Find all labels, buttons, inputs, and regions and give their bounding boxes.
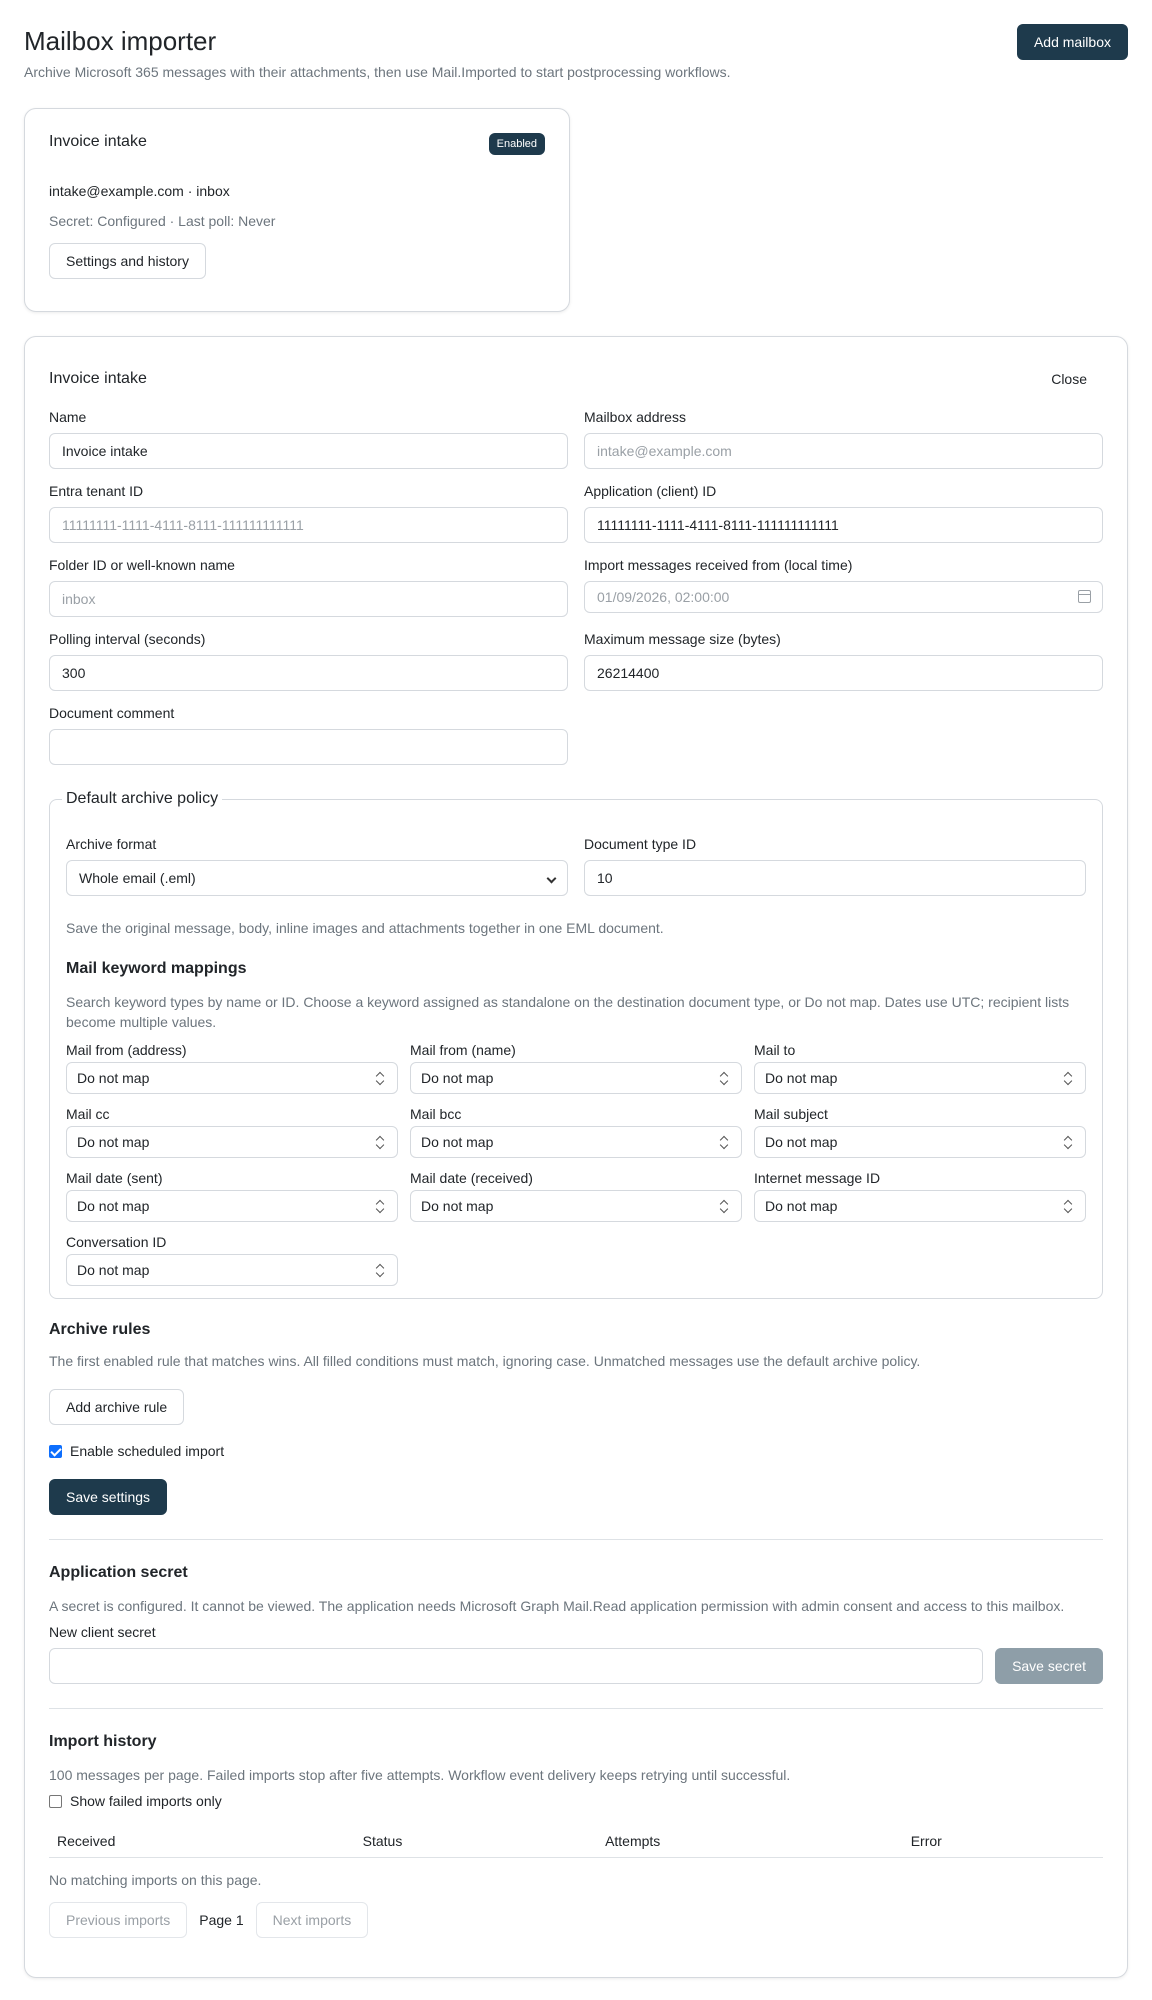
mapping-internet-message-id [754, 1170, 1086, 1222]
mailbox-address-label: Mailbox address [584, 409, 686, 425]
mapping-mail-date-received [410, 1170, 742, 1222]
mapping-label: Mail from (name) [410, 1042, 516, 1058]
mapping-mail-date-sent [66, 1170, 398, 1222]
page-title: Mailbox importer [24, 26, 217, 56]
mapping-select-value: Do not map [765, 1070, 838, 1086]
save-settings-button[interactable]: Save settings [49, 1479, 167, 1515]
status-badge: Enabled [489, 133, 545, 155]
previous-imports-button[interactable]: Previous imports [49, 1902, 187, 1938]
mapping-label: Mail from (address) [66, 1042, 187, 1058]
mapping-select[interactable] [66, 1062, 398, 1094]
comment-field-group [49, 705, 568, 765]
name-label: Name [49, 409, 87, 425]
mapping-label: Mail cc [66, 1106, 110, 1122]
mapping-select-value: Do not map [421, 1070, 494, 1086]
up-down-chevron-icon [1063, 1200, 1073, 1213]
scheduled-import-label: Enable scheduled import [70, 1443, 225, 1459]
column-attempts: Attempts [597, 1825, 903, 1858]
close-button[interactable]: Close [1035, 361, 1103, 397]
mapping-select[interactable] [754, 1126, 1086, 1158]
mailbox-meta-line: Secret: Configured · Last poll: Never [49, 213, 276, 229]
next-imports-button[interactable]: Next imports [256, 1902, 369, 1938]
max-size-field-group [584, 631, 1103, 691]
scheduled-import-row [49, 1443, 1103, 1459]
import-history-table [49, 1825, 1103, 1858]
document-comment-input[interactable] [49, 729, 568, 765]
mail-keyword-mappings-help: Search keyword types by name or ID. Choose a keyword assigned as standalone on the destination document type, or Do not map. Dates use UTC; recipient lists become multiple values. [66, 994, 1070, 1030]
mail-keyword-mappings-title: Mail keyword mappings [66, 960, 247, 977]
mailbox-address-input[interactable] [584, 433, 1103, 469]
mapping-select[interactable] [410, 1126, 742, 1158]
default-archive-policy [49, 790, 1103, 1299]
mapping-label: Mail date (received) [410, 1170, 533, 1186]
folder-input[interactable] [49, 581, 568, 617]
new-client-secret-input[interactable] [49, 1648, 983, 1684]
mapping-mail-to [754, 1042, 1086, 1094]
policy-grid [66, 836, 1086, 910]
client-id-label: Application (client) ID [584, 483, 717, 499]
mapping-label: Mail to [754, 1042, 796, 1058]
import-history-title: Import history [49, 1733, 157, 1750]
up-down-chevron-icon [1063, 1072, 1073, 1085]
document-type-group [584, 836, 1086, 896]
new-client-secret-label: New client secret [49, 1624, 156, 1640]
history-pager [49, 1902, 1103, 1938]
mapping-select[interactable] [754, 1062, 1086, 1094]
chevron-down-icon [547, 874, 557, 884]
panel-title: Invoice intake [49, 370, 147, 387]
archive-rules-title: Archive rules [49, 1321, 151, 1338]
mapping-conversation-id [66, 1234, 398, 1286]
up-down-chevron-icon [375, 1072, 385, 1085]
mapping-select-value: Do not map [421, 1134, 494, 1150]
mapping-select[interactable] [410, 1062, 742, 1094]
max-size-input[interactable] [584, 655, 1103, 691]
mailbox-summary-title: Invoice intake [49, 133, 147, 150]
failed-only-checkbox[interactable] [49, 1795, 62, 1808]
up-down-chevron-icon [719, 1136, 729, 1149]
mapping-mail-from-address [66, 1042, 398, 1094]
mapping-select-value: Do not map [77, 1070, 150, 1086]
mapping-select-value: Do not map [77, 1198, 150, 1214]
mapping-select[interactable] [66, 1190, 398, 1222]
max-size-label: Maximum message size (bytes) [584, 631, 781, 647]
archive-policy-legend: Default archive policy [62, 789, 222, 809]
polling-field-group [49, 631, 568, 691]
import-from-input[interactable] [584, 581, 1103, 613]
archive-format-label: Archive format [66, 836, 157, 852]
section-divider [49, 1708, 1103, 1709]
up-down-chevron-icon [719, 1200, 729, 1213]
mapping-select-value: Do not map [77, 1134, 150, 1150]
import-history-help: 100 messages per page. Failed imports stop after five attempts. Workflow event delivery keeps retrying until successful. [49, 1767, 791, 1783]
failed-only-row [49, 1793, 1103, 1809]
archive-format-help: Save the original message, body, inline images and attachments together in one EML document. [66, 920, 664, 936]
mapping-label: Internet message ID [754, 1170, 881, 1186]
mapping-select-value: Do not map [77, 1262, 150, 1278]
column-error: Error [903, 1825, 1103, 1858]
mailbox-address-line: intake@example.com · inbox [49, 183, 230, 199]
calendar-icon[interactable] [1078, 590, 1091, 603]
mapping-label: Mail date (sent) [66, 1170, 163, 1186]
archive-format-select[interactable] [66, 860, 568, 896]
tenant-id-input[interactable] [49, 507, 568, 543]
document-type-input[interactable] [584, 860, 1086, 896]
mapping-select[interactable] [410, 1190, 742, 1222]
settings-form [49, 409, 1103, 779]
column-status: Status [355, 1825, 597, 1858]
failed-only-label: Show failed imports only [70, 1793, 222, 1809]
client-id-input[interactable] [584, 507, 1103, 543]
document-type-label: Document type ID [584, 836, 697, 852]
mapping-select[interactable] [66, 1254, 398, 1286]
up-down-chevron-icon [1063, 1136, 1073, 1149]
polling-interval-label: Polling interval (seconds) [49, 631, 206, 647]
mapping-select[interactable] [66, 1126, 398, 1158]
mapping-mail-bcc [410, 1106, 742, 1158]
name-input[interactable] [49, 433, 568, 469]
keyword-mappings-grid [66, 1042, 1086, 1298]
name-field-group [49, 409, 568, 469]
save-secret-button[interactable]: Save secret [995, 1648, 1103, 1684]
mailbox-settings-panel [24, 336, 1128, 1978]
import-from-field-group [584, 557, 1103, 617]
import-from-label: Import messages received from (local time) [584, 557, 853, 573]
up-down-chevron-icon [375, 1136, 385, 1149]
mapping-select-value: Do not map [765, 1198, 838, 1214]
mapping-select-value: Do not map [765, 1134, 838, 1150]
document-comment-label: Document comment [49, 705, 175, 721]
mapping-mail-from-name [410, 1042, 742, 1094]
settings-and-history-button[interactable]: Settings and history [49, 243, 206, 279]
polling-interval-input[interactable] [49, 655, 568, 691]
up-down-chevron-icon [375, 1264, 385, 1277]
mapping-label: Conversation ID [66, 1234, 167, 1250]
mapping-mail-subject [754, 1106, 1086, 1158]
secret-row [49, 1648, 1103, 1684]
page-subtitle: Archive Microsoft 365 messages with their attachments, then use Mail.Imported to start postprocessing workflows. [24, 64, 731, 80]
application-secret-title: Application secret [49, 1564, 188, 1581]
import-from-date-picker [584, 581, 1103, 613]
mapping-label: Mail subject [754, 1106, 828, 1122]
archive-rules-help: The first enabled rule that matches wins. All filled conditions must match, ignoring case. Unmatched messages use the default archive policy. [49, 1353, 921, 1369]
panel-header [49, 361, 1103, 397]
mapping-select[interactable] [754, 1190, 1086, 1222]
mapping-select-value: Do not map [421, 1198, 494, 1214]
add-mailbox-button[interactable]: Add mailbox [1017, 24, 1128, 60]
page-header [24, 24, 1128, 86]
table-header-row [49, 1825, 1103, 1858]
empty-history-message: No matching imports on this page. [49, 1872, 262, 1888]
tenant-field-group [49, 483, 568, 543]
mapping-label: Mail bcc [410, 1106, 462, 1122]
folder-label: Folder ID or well-known name [49, 557, 235, 573]
archive-format-group [66, 836, 568, 896]
scheduled-import-checkbox[interactable] [49, 1445, 62, 1458]
column-received: Received [49, 1825, 355, 1858]
mailbox-field-group [584, 409, 1103, 469]
up-down-chevron-icon [375, 1200, 385, 1213]
tenant-id-label: Entra tenant ID [49, 483, 144, 499]
section-divider [49, 1539, 1103, 1540]
folder-field-group [49, 557, 568, 617]
add-archive-rule-button[interactable]: Add archive rule [49, 1389, 184, 1425]
client-field-group [584, 483, 1103, 543]
mailbox-summary-card [24, 108, 570, 312]
up-down-chevron-icon [719, 1072, 729, 1085]
page-indicator: Page 1 [199, 1912, 244, 1928]
mapping-mail-cc [66, 1106, 398, 1158]
archive-format-value: Whole email (.eml) [79, 870, 196, 886]
application-secret-help: A secret is configured. It cannot be viewed. The application needs Microsoft Graph Mail.Read application permission with admin consent and access to this mailbox. [49, 1598, 1065, 1614]
